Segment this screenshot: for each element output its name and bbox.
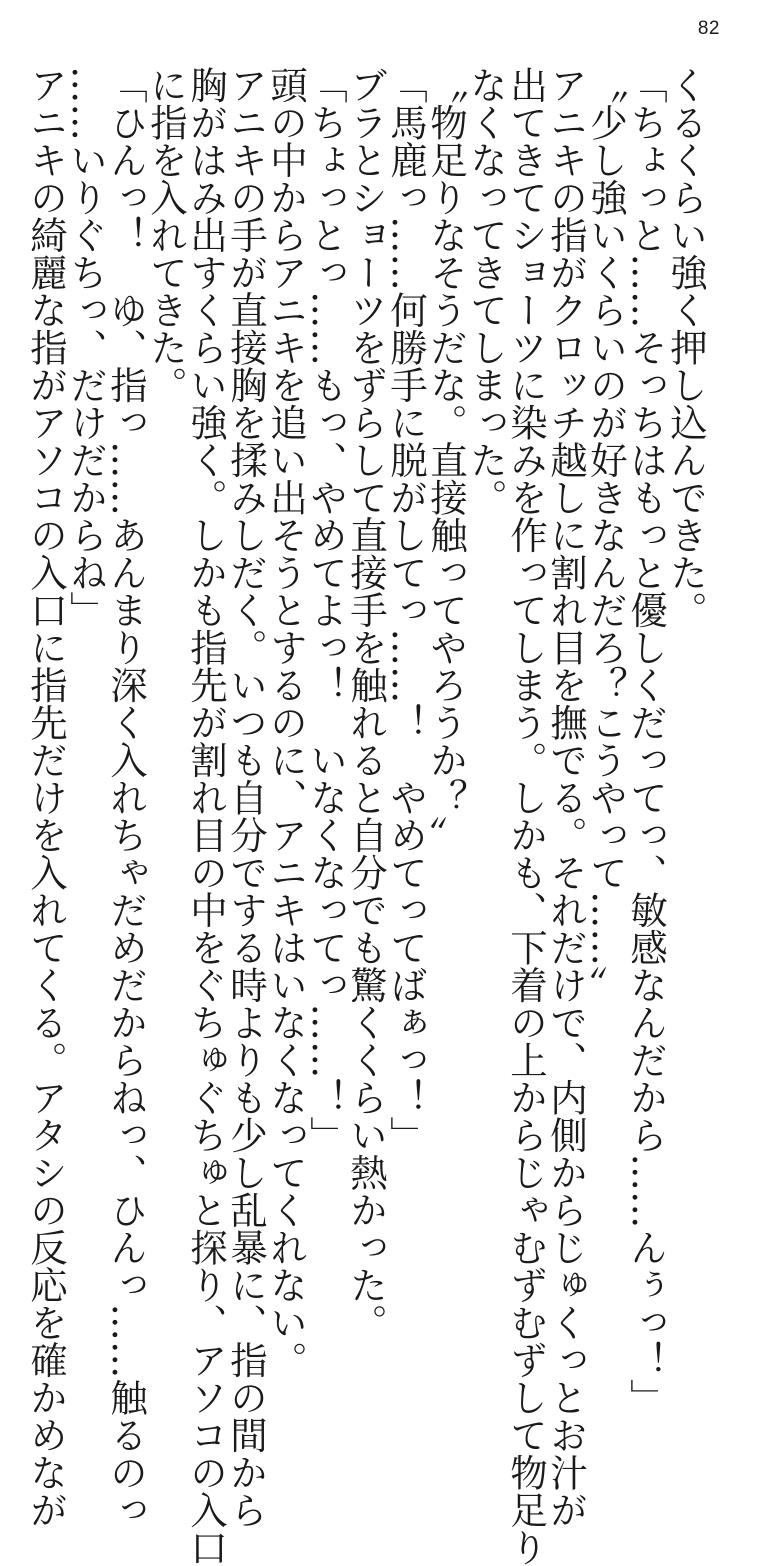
text-line: 〝少し強いくらいのが好きなんだろ？こうやって……〟 [584,66,628,1004]
text-line: なくなってきてしまった。 [464,66,508,516]
text-line: 「ひんっ！ ゆ、指っ……あんまり深く入れちゃだめだからねっ、ひんっ……触るのっ [104,66,148,1529]
text-line: ブラとショーツをずらして直接手を触れると自分でも驚くくらい熱かった。 [344,66,388,1341]
text-line: アニキの綺麗な指がアソコの入口に指先だけを入れてくる。アタシの反応を確かめなが [24,66,68,1529]
text-line: 〝物足りなそうだな。直接触ってやろうか？〟 [424,66,468,854]
text-line: 「ちょっとっ……もっ、やめてよっ！ いなくなってっ……！」 [304,66,348,1154]
page-number: 82 [697,18,720,39]
body-text [24,66,708,1566]
text-line: 頭の中からアニキを追い出そうとするのに、アニキはいなくなってくれない。 [264,66,308,1379]
text-line: 「馬鹿っ……何勝手に脱がしてっ……！ やめてってばぁっ！」 [384,66,428,1154]
text-line: ……いりぐちっ、だけだからね」 [64,66,108,629]
text-line: アニキの指がクロッチ越しに割れ目を撫でる。それだけで、内側からじゅくっとお汁が [544,66,588,1529]
text-line: 胸がはみ出すくらい強く。しかも指先が割れ目の中をぐちゅぐちゅと探り、アソコの入口 [184,66,228,1566]
text-line: 「ちょっと……そっちはもっと優しくだってっ、敏感なんだから……んぅっ！」 [624,66,668,1416]
text-line: アニキの手が直接胸を揉みしだく。いつも自分でする時よりも少し乱暴に、指の間から [224,66,268,1529]
text-line: 出てきてショーツに染みを作ってしまう。しかも、下着の上からじゃむずむずして物足り [504,66,548,1566]
text-line: くるくらい強く押し込んできた。 [664,66,708,629]
text-line: に指を入れてきた。 [144,66,188,404]
